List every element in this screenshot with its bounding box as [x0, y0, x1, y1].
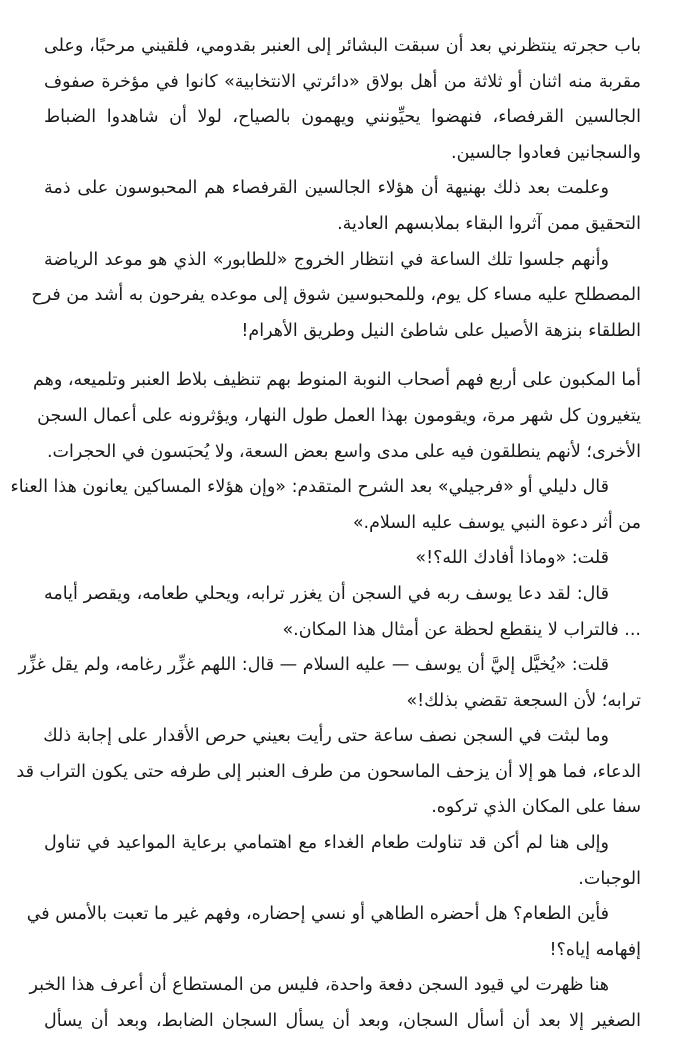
text-line: الدعاء، فما هو إلا أن يزحف الماسحون من طرف العنبر إلى طرفه حتى يكون التراب قد	[16, 761, 641, 782]
paragraph	[33, 363, 641, 470]
paragraph	[44, 541, 641, 577]
text-line: الأخرى؛ لأنهم ينطلقون فيه على مدى واسع بعض السعة، ولا يُحبَسون في الحجرات.	[46, 441, 641, 462]
text-line: الجالسين القرفصاء، فنهضوا يحيِّونني ويهمون بالصياح، لولا أن شاهدوا الضباط	[44, 107, 641, 128]
text-line: من أثر دعوة النبي يوسف عليه السلام.»	[352, 512, 641, 533]
text-line: فأين الطعام؟ هل أحضره الطاهي أو نسي إحضاره، وفهم غير ما تعبت بالأمس في	[26, 904, 609, 925]
text-line: إفهامه إياه؟!	[549, 939, 641, 960]
paragraph	[18, 648, 641, 719]
document-page	[10, 29, 641, 1040]
text-line: مقربة منه اثنان أو ثلاثة من أهل بولاق «دائرتي الانتخابية» كانوا في مؤخرة صفوف	[44, 71, 641, 92]
text-line: التحقيق ممن آثروا البقاء بملابسهم العادية.	[337, 213, 641, 234]
text-line: المصطلح عليه مساء كل يوم، وللمحبوسين شوق إلى موعده يفرحون به أشد من فرح	[31, 285, 641, 306]
text-line: الطلقاء بنزهة الأصيل على شاطئ النيل وطريق الأهرام!	[241, 320, 641, 341]
paragraph	[44, 826, 641, 897]
paragraph	[31, 243, 641, 350]
text-line: وما لبثت في السجن نصف ساعة حتى رأيت بعيني حرص الأقدار على إجابة ذلك	[43, 726, 609, 747]
paragraph	[16, 719, 641, 826]
text-line: وعلمت بعد ذلك بهنيهة أن هؤلاء الجالسين القرفصاء هم المحبوسون على ذمة	[44, 178, 609, 199]
text-line: سفا على المكان الذي تركوه.	[431, 797, 641, 818]
text-line: باب حجرته ينتظرني بعد أن سبقت البشائر إلى العنبر بقدومي، فلقيني مرحبًا، وعلى	[44, 36, 641, 56]
paragraph	[44, 577, 641, 648]
paragraph	[29, 968, 641, 1039]
text-line: الصغير إلا بعد أن أسأل السجان، وبعد أن يسأل السجان الضابط، وبعد أن يسأل	[44, 1011, 641, 1032]
text-line: قلت: «وماذا أفادك الله؟!»	[415, 548, 609, 569]
text-line: الوجبات.	[578, 868, 641, 889]
paragraph	[44, 171, 641, 242]
text-line: قلت: «يُخيَّل إليَّ أن يوسف — عليه السلام — قال: اللهم غزِّر رغامه، ولم يقل غزِّر	[18, 655, 609, 676]
text-line: قال دليلي أو «فرجيلي» بعد الشرح المتقدم: «وإن هؤلاء المساكين يعانون هذا العناء	[10, 477, 609, 498]
text-line: يتغيرون كل شهر مرة، ويقومون بهذا العمل طول النهار، ويؤثرونه على أعمال السجن	[37, 405, 641, 426]
text-line: وأنهم جلسوا تلك الساعة في انتظار الخروج «للطابور» الذي هو موعد الرياضة	[44, 249, 609, 270]
text-line: أما المكبون على أربع فهم أصحاب النوبة المنوط بهم تنظيف بلاط العنبر وتلميعه، وهم	[33, 370, 641, 391]
paragraph	[10, 470, 641, 541]
text-line: ... فالتراب لا ينقطع لحظة عن أمثال هذا المكان.»	[282, 619, 641, 640]
text-line: وإلى هنا لم أكن قد تناولت طعام الغداء مع اهتمامي برعاية المواعيد في تناول	[44, 833, 609, 854]
text-line: ترابه؛ لأن السجعة تقضي بذلك!»	[406, 690, 641, 711]
text-line: هنا ظهرت لي قيود السجن دفعة واحدة، فليس من المستطاع أن أعرف هذا الخبر	[29, 975, 609, 996]
text-line: قال: لقد دعا يوسف ربه في السجن أن يغزر ترابه، ويحلي طعامه، ويقصر أيامه	[44, 583, 609, 604]
text-line: والسجانين فعادوا جالسين.	[451, 142, 641, 163]
paragraph	[44, 29, 641, 171]
paragraph	[26, 897, 641, 968]
